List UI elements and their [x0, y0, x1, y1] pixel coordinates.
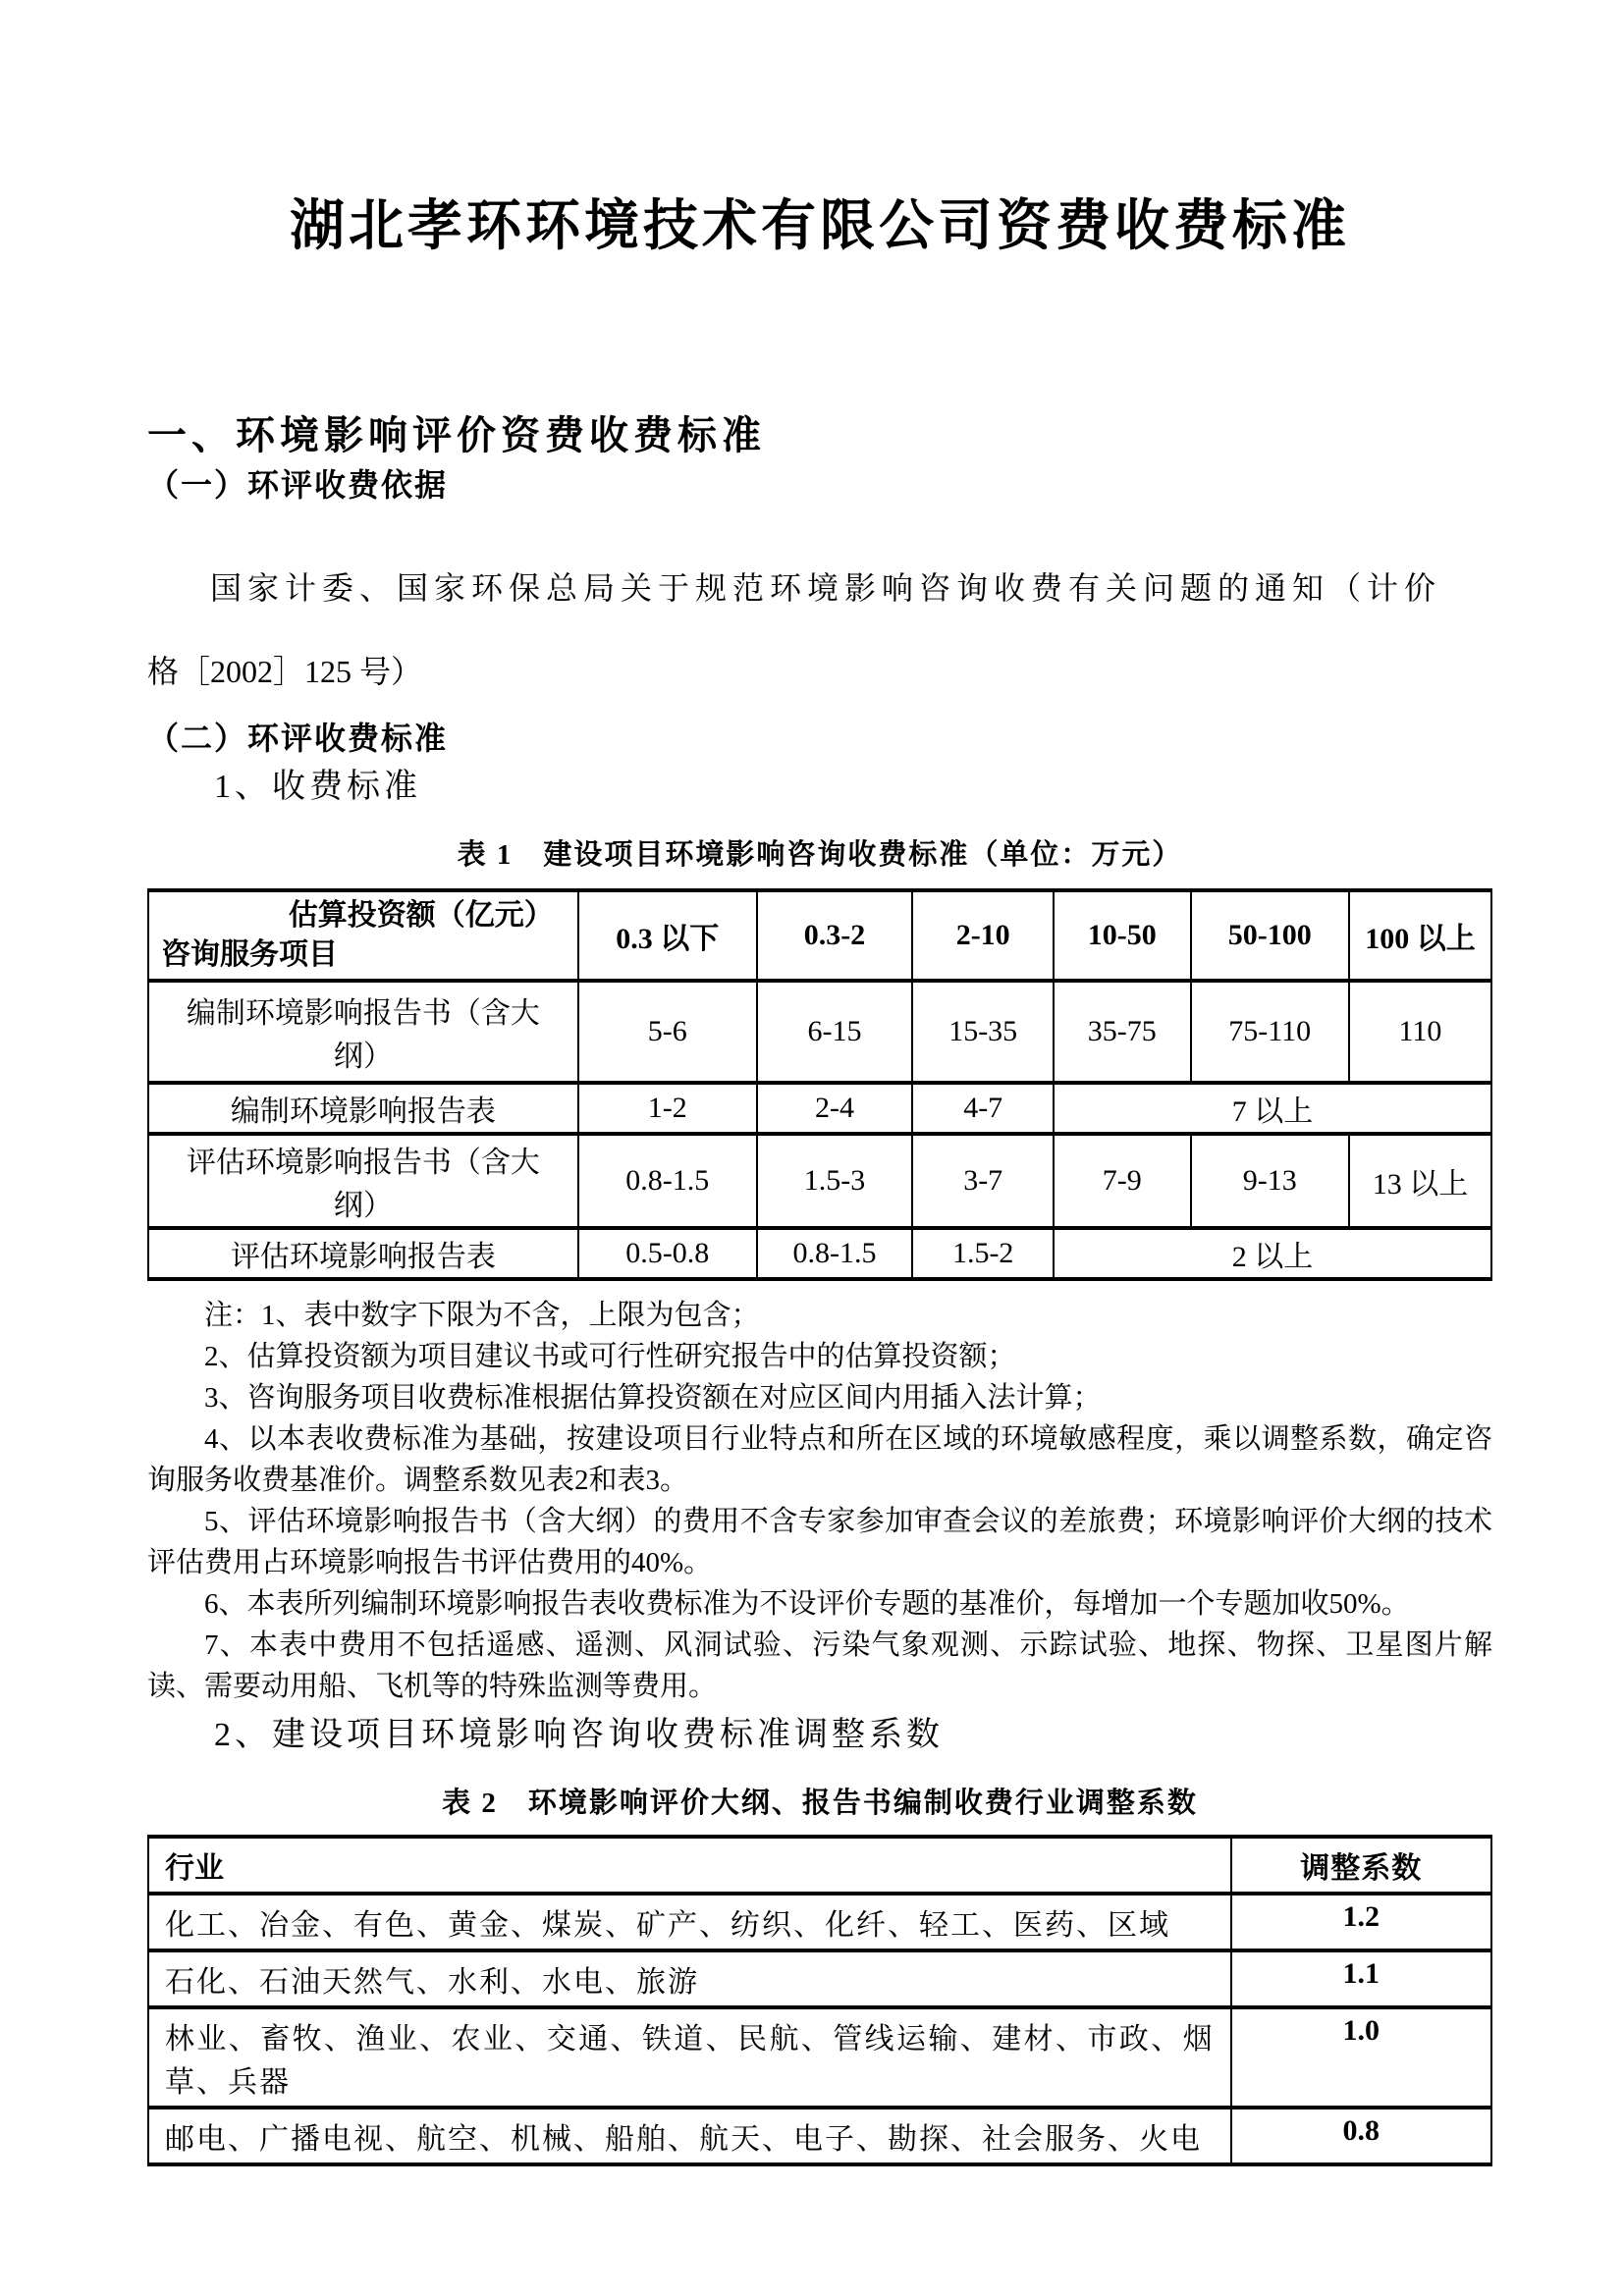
column-header: 10-50	[1054, 890, 1191, 981]
basis-line-1: 国家计委、国家环保总局关于规范环境影响咨询收费有关问题的通知（计价	[210, 570, 1442, 606]
table1-row-evaluate-report-book	[148, 1134, 1491, 1228]
table2-row	[148, 2108, 1491, 2164]
merged-fee-value: 7 以上	[1054, 1083, 1491, 1134]
coefficient-cell: 1.0	[1231, 2007, 1491, 2108]
table2-row	[148, 1950, 1491, 2007]
fee-value: 7-9	[1054, 1134, 1191, 1228]
column-header: 100 以上	[1349, 890, 1491, 981]
coefficient-column-header: 调整系数	[1231, 1837, 1491, 1894]
corner-label-investment: 估算投资额（亿元）	[288, 899, 554, 932]
table1-row-evaluate-report-form	[148, 1228, 1491, 1279]
merged-fee-value: 2 以上	[1054, 1228, 1491, 1279]
table-note-5: 5、评估环境影响报告书（含大纲）的费用不含专家参加审查会议的差旅费；环境影响评价大纲的技术评估费用占环境影响报告书评估费用的40%。	[147, 1506, 1492, 1578]
fee-value: 9-13	[1191, 1134, 1349, 1228]
adjust-item-heading: 2、建设项目环境影响咨询收费标准调整系数	[214, 1717, 944, 1753]
standard-heading: （二）环评收费标准	[147, 721, 449, 756]
basis-paragraph	[147, 547, 1492, 714]
fee-value: 3-7	[912, 1134, 1054, 1228]
column-header: 0.3 以下	[578, 890, 757, 981]
table1-caption: 表 1 建设项目环境影响咨询收费标准（单位：万元）	[457, 839, 1183, 871]
table1-row-compile-report-book	[148, 981, 1491, 1083]
corner-cell	[148, 890, 578, 981]
basis-line-2: 格［2002］125 号）	[147, 654, 423, 689]
fee-value: 35-75	[1054, 981, 1191, 1083]
basis-heading: （一）环评收费依据	[147, 467, 449, 503]
row-label: 评估环境影响报告书（含大纲）	[148, 1134, 578, 1228]
fee-value: 1.5-3	[757, 1134, 913, 1228]
coefficient-cell: 0.8	[1231, 2108, 1491, 2164]
column-header: 0.3-2	[757, 890, 913, 981]
table1-header-row	[148, 890, 1491, 981]
industry-adjustment-table	[147, 1835, 1492, 2166]
table1-row-compile-report-form	[148, 1083, 1491, 1134]
fee-standard-table	[147, 888, 1492, 1281]
fee-value: 0.8-1.5	[757, 1228, 913, 1279]
fee-value: 13 以上	[1349, 1134, 1491, 1228]
fee-value: 0.5-0.8	[578, 1228, 757, 1279]
column-header: 2-10	[912, 890, 1054, 981]
coefficient-cell: 1.1	[1231, 1950, 1491, 2007]
row-label: 评估环境影响报告表	[148, 1228, 578, 1279]
industry-cell: 化工、冶金、有色、黄金、煤炭、矿产、纺织、化纤、轻工、医药、区域	[148, 1894, 1231, 1950]
table-note-4: 4、以本表收费标准为基础，按建设项目行业特点和所在区域的环境敏感程度，乘以调整系数，确定咨询服务收费基准价。调整系数见表2和表3。	[147, 1423, 1492, 1496]
table2-row	[148, 1894, 1491, 1950]
table-note-6: 6、本表所列编制环境影响报告表收费标准为不设评价专题的基准价，每增加一个专题加收50%。	[204, 1588, 1410, 1620]
table2-header-row	[148, 1837, 1491, 1894]
fee-value: 75-110	[1191, 981, 1349, 1083]
row-label: 编制环境影响报告书（含大纲）	[148, 981, 578, 1083]
fee-value: 2-4	[757, 1083, 913, 1134]
table-note-1: 注：1、表中数字下限为不含，上限为包含；	[204, 1300, 760, 1331]
fee-value: 5-6	[578, 981, 757, 1083]
fee-value: 1-2	[578, 1083, 757, 1134]
table-note-2: 2、估算投资额为项目建议书或可行性研究报告中的估算投资额；	[204, 1341, 1016, 1372]
table2-row	[148, 2007, 1491, 2108]
corner-label-service: 咨询服务项目	[161, 938, 338, 971]
row-label: 编制环境影响报告表	[148, 1083, 578, 1134]
industry-column-header: 行业	[148, 1837, 1231, 1894]
industry-cell: 邮电、广播电视、航空、机械、船舶、航天、电子、勘探、社会服务、火电	[148, 2108, 1231, 2164]
fee-value: 6-15	[757, 981, 913, 1083]
fee-value: 110	[1349, 981, 1491, 1083]
table2-caption: 表 2 环境影响评价大纲、报告书编制收费行业调整系数	[442, 1788, 1198, 1819]
fee-value: 0.8-1.5	[578, 1134, 757, 1228]
fee-value: 1.5-2	[912, 1228, 1054, 1279]
column-header: 50-100	[1191, 890, 1349, 981]
document-title: 湖北孝环环境技术有限公司资费收费标准	[290, 196, 1350, 257]
section-1-heading: 一、环境影响评价资费收费标准	[147, 413, 766, 457]
table-note-7: 7、本表中费用不包括遥感、遥测、风洞试验、污染气象观测、示踪试验、地探、物探、卫星图片解读、需要动用船、飞机等的特殊监测等费用。	[147, 1629, 1492, 1702]
fee-value: 4-7	[912, 1083, 1054, 1134]
fee-value: 15-35	[912, 981, 1054, 1083]
coefficient-cell: 1.2	[1231, 1894, 1491, 1950]
table1-notes	[147, 1295, 1492, 1707]
fee-item-heading: 1、收费标准	[214, 769, 421, 805]
table-note-3: 3、咨询服务项目收费标准根据估算投资额在对应区间内用插入法计算；	[204, 1382, 1102, 1414]
industry-cell: 石化、石油天然气、水利、水电、旅游	[148, 1950, 1231, 2007]
industry-cell: 林业、畜牧、渔业、农业、交通、铁道、民航、管线运输、建材、市政、烟草、兵器	[148, 2007, 1231, 2108]
